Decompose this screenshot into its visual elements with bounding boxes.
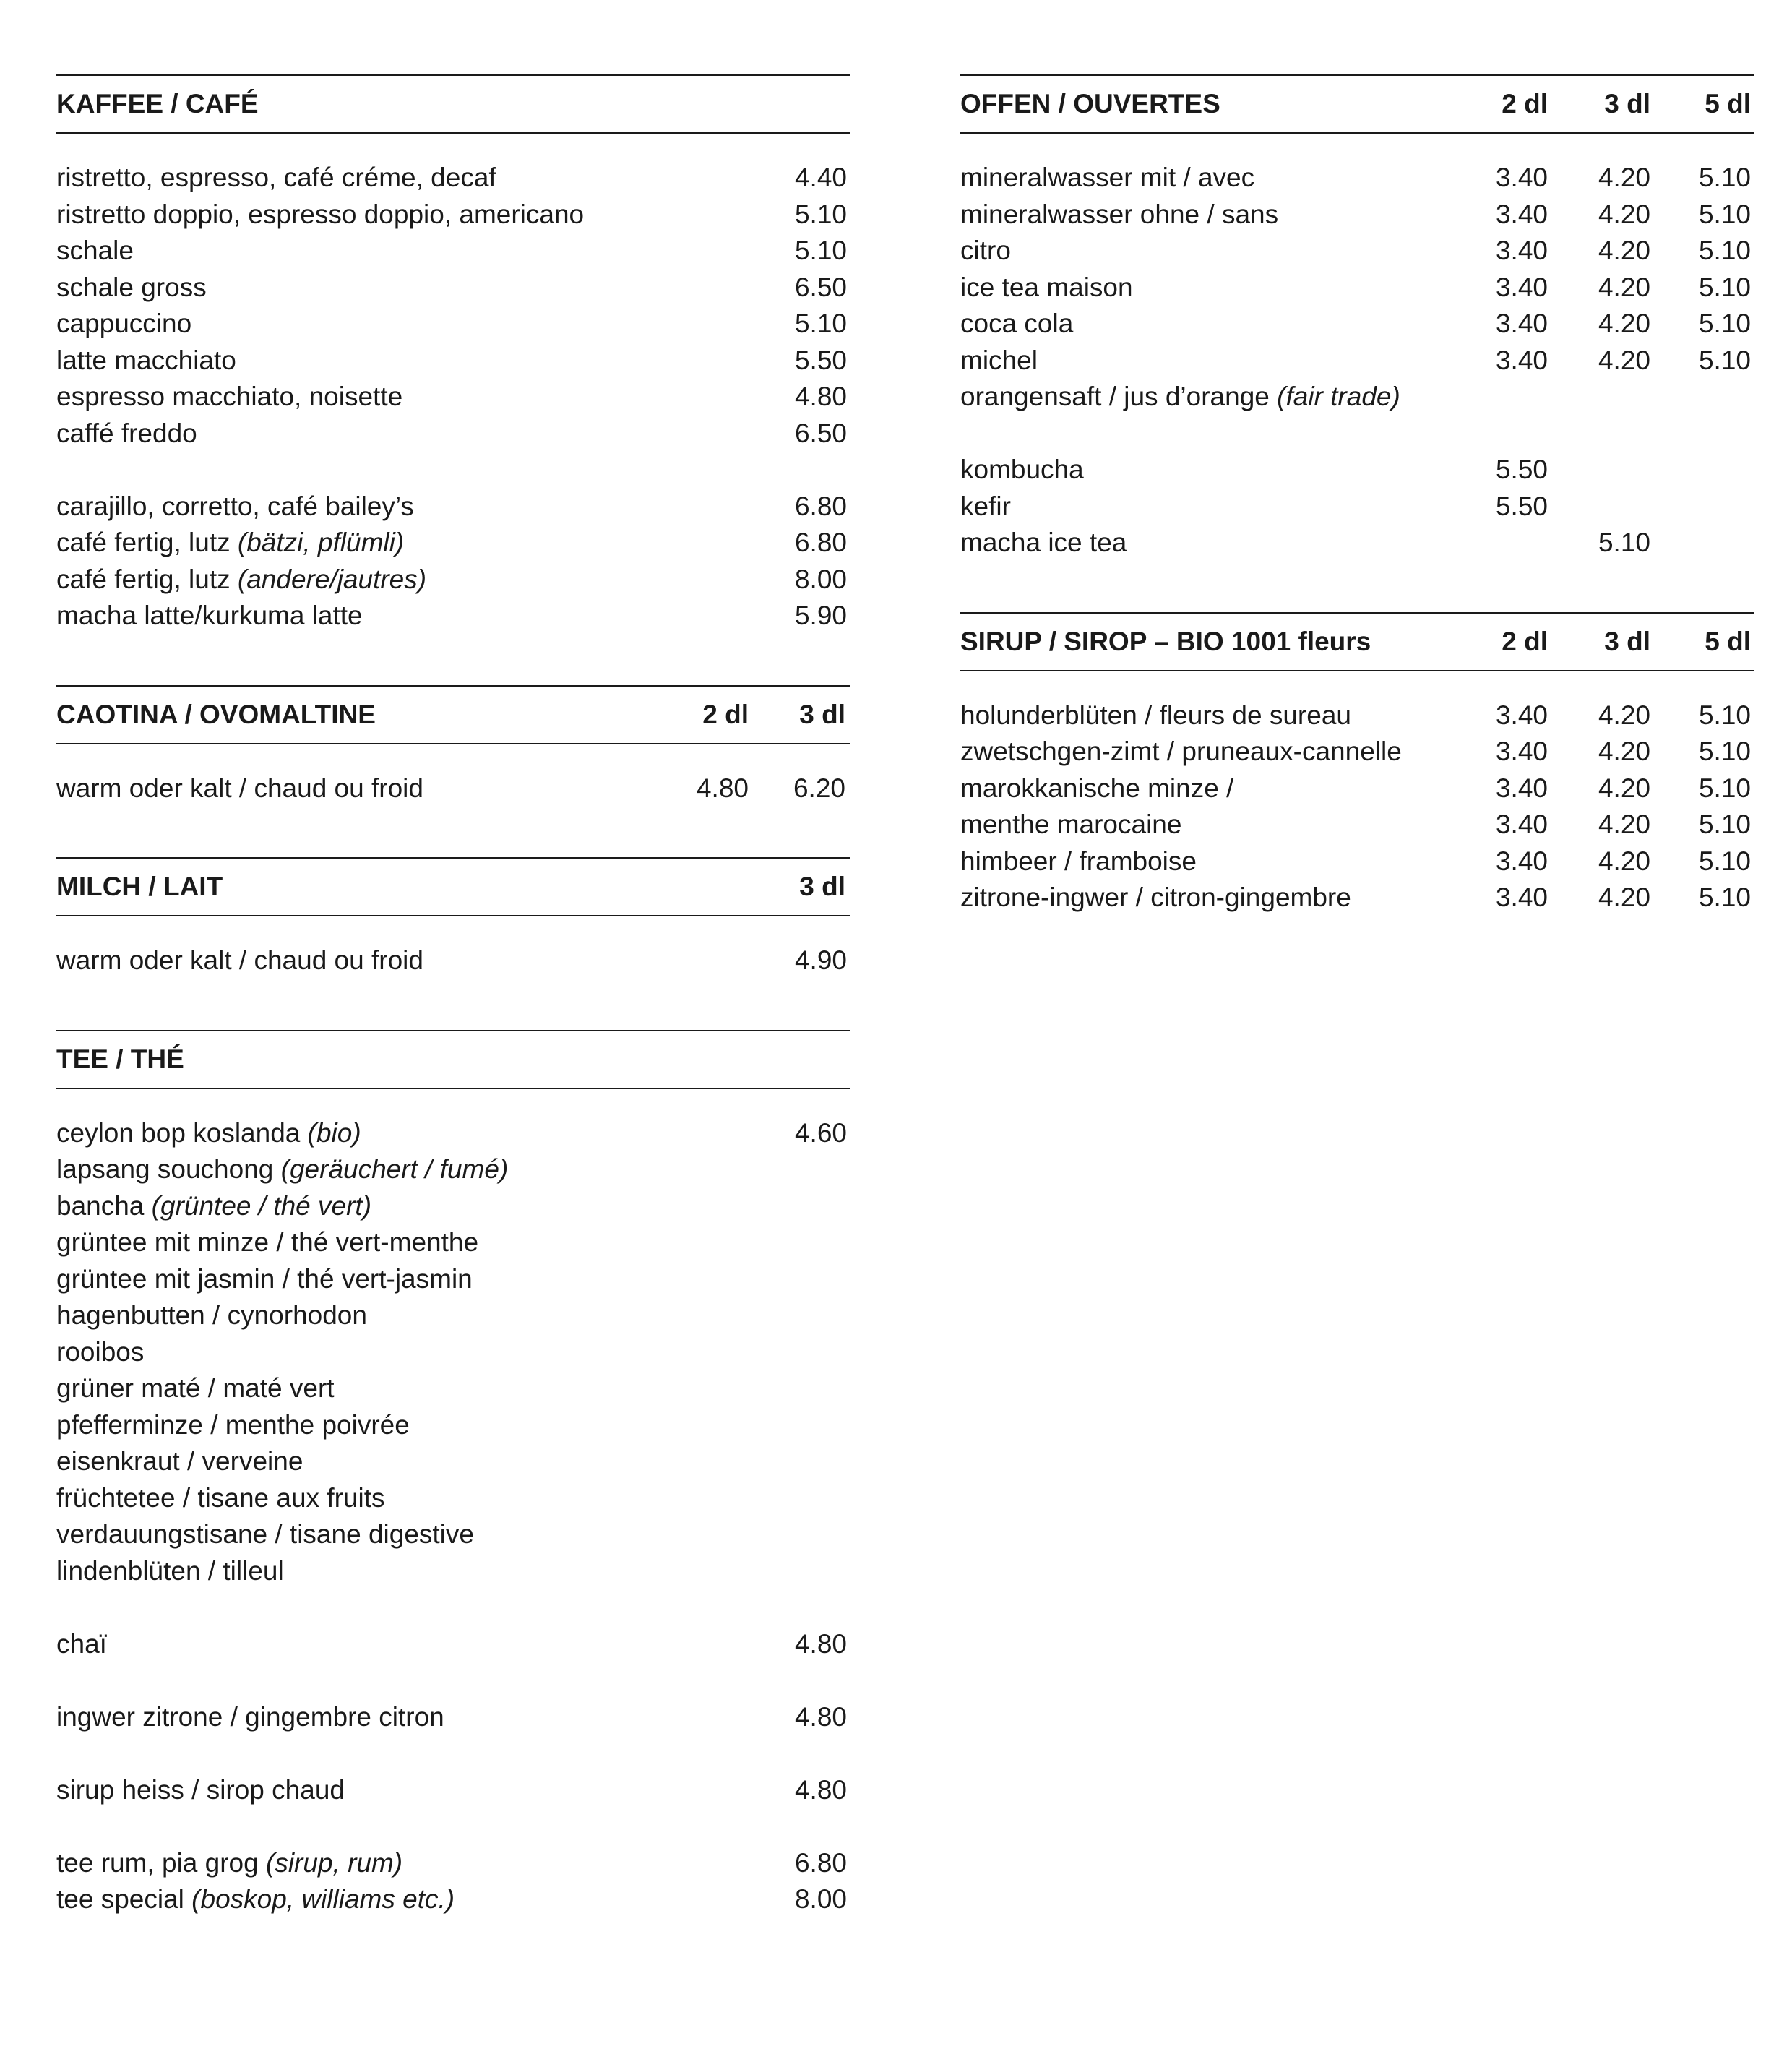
item-name: tee special (boskop, williams etc.) — [56, 1884, 455, 1914]
item-name: ristretto doppio, espresso doppio, americano — [56, 199, 585, 229]
item-price: 3.40 — [1495, 236, 1548, 265]
section-sirup — [960, 612, 1754, 916]
item-note: (bio) — [307, 1117, 361, 1148]
menu-item — [56, 1334, 850, 1371]
section-title-sirup: SIRUP / SIROP – BIO 1001 fleurs — [960, 626, 1371, 656]
menu-item — [56, 306, 850, 343]
item-price: 4.20 — [1598, 236, 1650, 265]
item-name: warm oder kalt / chaud ou froid — [56, 773, 423, 803]
item-note: (andere/jautres) — [237, 564, 427, 594]
item-name: bancha (grüntee / thé vert) — [56, 1190, 372, 1221]
item-price: 4.90 — [794, 945, 847, 975]
item-name: caffé freddo — [56, 418, 197, 448]
item-price: 5.10 — [1698, 882, 1751, 912]
item-price: 5.10 — [1698, 272, 1751, 302]
size-header: 3 dl — [1604, 626, 1650, 656]
item-price: 4.20 — [1598, 700, 1650, 730]
item-name: zwetschgen-zimt / pruneaux-cannelle — [960, 736, 1402, 766]
menu-item — [960, 843, 1754, 880]
item-price: 4.20 — [1598, 773, 1650, 803]
item-price: 4.20 — [1598, 272, 1650, 302]
menu-item — [56, 1881, 850, 1918]
item-price: 4.80 — [794, 382, 847, 411]
item-name: ingwer zitrone / gingembre citron — [56, 1701, 444, 1732]
item-name: schale gross — [56, 272, 207, 302]
item-name: zitrone-ingwer / citron-gingembre — [960, 882, 1351, 912]
item-price: 5.10 — [794, 199, 847, 229]
menu-item — [56, 1261, 850, 1298]
section-header-milch — [56, 857, 850, 916]
item-name: grüntee mit jasmin / thé vert-jasmin — [56, 1263, 473, 1294]
item-price: 5.10 — [1698, 199, 1751, 229]
item-note: (fair trade) — [1277, 382, 1400, 411]
section-title-kaffee: KAFFEE / CAFÉ — [56, 89, 259, 119]
menu-item — [56, 1370, 850, 1407]
size-header: 3 dl — [1604, 89, 1650, 119]
item-price: 6.20 — [793, 773, 845, 803]
size-header: 2 dl — [1502, 626, 1548, 656]
right-column — [960, 74, 1754, 967]
menu-item — [56, 160, 850, 197]
menu-item — [56, 598, 850, 635]
size-header: 2 dl — [1502, 89, 1548, 119]
item-price: 8.00 — [794, 1884, 847, 1914]
item-name: café fertig, lutz (andere/jautres) — [56, 564, 427, 594]
item-name: grüntee mit minze / thé vert-menthe — [56, 1227, 479, 1257]
item-price: 6.80 — [794, 491, 847, 521]
item-note: (bätzi, pflümli) — [237, 528, 405, 557]
menu-item — [960, 197, 1754, 233]
menu-item — [960, 489, 1754, 525]
item-price: 4.80 — [794, 1628, 847, 1659]
item-name: carajillo, corretto, café bailey’s — [56, 491, 414, 521]
item-name: sirup heiss / sirop chaud — [56, 1774, 345, 1805]
menu-item — [56, 1297, 850, 1334]
item-price: 3.40 — [1495, 736, 1548, 766]
item-price: 3.40 — [1495, 809, 1548, 839]
item-price: 3.40 — [1495, 846, 1548, 876]
item-price: 4.20 — [1598, 345, 1650, 375]
item-price: 5.10 — [1698, 236, 1751, 265]
item-name: grüner maté / maté vert — [56, 1373, 335, 1403]
section-title-milch: MILCH / LAIT — [56, 872, 223, 901]
item-name: schale — [56, 236, 134, 265]
size-header: 3 dl — [799, 872, 845, 901]
item-name: citro — [960, 236, 1011, 265]
item-price: 3.40 — [1495, 163, 1548, 192]
item-name: mineralwasser ohne / sans — [960, 199, 1279, 229]
size-header: 5 dl — [1705, 626, 1751, 656]
section-title-tee: TEE / THÉ — [56, 1044, 184, 1074]
item-price: 4.20 — [1598, 846, 1650, 876]
item-price: 6.80 — [794, 528, 847, 557]
item-note: (sirup, rum) — [266, 1847, 403, 1878]
item-note: (grüntee / thé vert) — [151, 1190, 372, 1221]
item-price: 6.80 — [794, 1847, 847, 1878]
left-column — [56, 74, 850, 1969]
menu-item — [56, 1845, 850, 1882]
item-name: ristretto, espresso, café créme, decaf — [56, 163, 496, 192]
item-name: marokkanische minze / — [960, 773, 1234, 803]
item-name: macha ice tea — [960, 528, 1127, 557]
item-price: 6.50 — [794, 418, 847, 448]
item-name: café fertig, lutz (bätzi, pflümli) — [56, 528, 405, 557]
menu-item — [960, 160, 1754, 197]
item-price: 4.80 — [696, 773, 749, 803]
menu-item — [56, 1224, 850, 1261]
item-price: 3.40 — [1495, 345, 1548, 375]
menu-item — [56, 1699, 850, 1736]
item-name: coca cola — [960, 309, 1074, 338]
item-name: ceylon bop koslanda (bio) — [56, 1117, 361, 1148]
size-header: 5 dl — [1705, 89, 1751, 119]
item-name: himbeer / framboise — [960, 846, 1197, 876]
item-name: kombucha — [960, 455, 1084, 484]
menu-item — [960, 233, 1754, 270]
menu-item — [56, 942, 850, 979]
section-header-tee — [56, 1030, 850, 1089]
menu-item — [960, 770, 1754, 807]
item-price: 4.20 — [1598, 882, 1650, 912]
item-name: orangensaft / jus d’orange (fair trade) — [960, 382, 1400, 411]
item-price: 4.60 — [794, 1117, 847, 1148]
item-price: 5.90 — [794, 601, 847, 630]
section-caotina — [56, 685, 850, 807]
menu-item — [960, 734, 1754, 770]
menu-item — [960, 880, 1754, 916]
menu-item — [56, 1115, 850, 1152]
item-price: 8.00 — [794, 564, 847, 594]
item-price: 4.80 — [794, 1701, 847, 1732]
item-price: 3.40 — [1495, 773, 1548, 803]
menu-item — [56, 379, 850, 416]
menu-item — [56, 1626, 850, 1663]
item-name: eisenkraut / verveine — [56, 1446, 303, 1476]
menu-item — [56, 1772, 850, 1809]
item-price: 5.10 — [1698, 700, 1751, 730]
item-price: 5.10 — [794, 236, 847, 265]
item-name: früchtetee / tisane aux fruits — [56, 1482, 385, 1513]
item-name: kefir — [960, 491, 1011, 521]
item-note: (boskop, williams etc.) — [191, 1884, 455, 1914]
item-price: 5.10 — [1698, 309, 1751, 338]
menu-item — [56, 1188, 850, 1225]
item-name: espresso macchiato, noisette — [56, 382, 403, 411]
item-price: 5.10 — [1698, 846, 1751, 876]
item-price: 3.40 — [1495, 309, 1548, 338]
menu-item — [56, 233, 850, 270]
item-price: 5.10 — [1698, 773, 1751, 803]
menu-item — [56, 1443, 850, 1480]
menu-item — [56, 1407, 850, 1444]
item-price: 5.10 — [1598, 528, 1650, 557]
section-tee — [56, 1030, 850, 1918]
menu-item — [56, 1553, 850, 1590]
menu-item — [56, 489, 850, 525]
item-price: 3.40 — [1495, 882, 1548, 912]
menu-item — [56, 416, 850, 452]
item-price: 6.50 — [794, 272, 847, 302]
item-price: 5.10 — [1698, 345, 1751, 375]
section-kaffee — [56, 74, 850, 635]
item-name: ice tea maison — [960, 272, 1133, 302]
section-milch — [56, 857, 850, 979]
section-header-kaffee — [56, 74, 850, 134]
menu-item — [960, 452, 1754, 489]
item-price: 5.10 — [1698, 736, 1751, 766]
item-price: 5.10 — [1698, 809, 1751, 839]
menu-item — [56, 562, 850, 598]
item-name: chaï — [56, 1628, 107, 1659]
menu-item — [56, 270, 850, 306]
item-name: mineralwasser mit / avec — [960, 163, 1255, 192]
item-name: rooibos — [56, 1336, 145, 1367]
item-name: holunderblüten / fleurs de sureau — [960, 700, 1351, 730]
item-price: 5.50 — [1495, 455, 1548, 484]
menu-item — [56, 343, 850, 379]
item-price: 4.40 — [794, 163, 847, 192]
item-name: menthe marocaine — [960, 809, 1182, 839]
item-name: latte macchiato — [56, 345, 236, 375]
size-header: 2 dl — [702, 699, 749, 729]
item-name: pfefferminze / menthe poivrée — [56, 1409, 410, 1440]
menu-item — [960, 807, 1754, 843]
item-price: 4.20 — [1598, 809, 1650, 839]
item-price: 3.40 — [1495, 272, 1548, 302]
menu-item — [56, 197, 850, 233]
item-price: 5.10 — [1698, 163, 1751, 192]
size-header: 3 dl — [799, 699, 845, 729]
item-price: 4.20 — [1598, 163, 1650, 192]
item-name: macha latte/kurkuma latte — [56, 601, 363, 630]
menu-item — [56, 525, 850, 562]
menu-item — [56, 1516, 850, 1553]
item-name: hagenbutten / cynorhodon — [56, 1300, 367, 1330]
section-title-caotina: CAOTINA / OVOMALTINE — [56, 699, 376, 729]
item-name: tee rum, pia grog (sirup, rum) — [56, 1847, 403, 1878]
section-header-sirup — [960, 612, 1754, 671]
section-title-offen: OFFEN / OUVERTES — [960, 89, 1220, 119]
item-name: cappuccino — [56, 309, 192, 338]
item-price: 4.20 — [1598, 736, 1650, 766]
menu-item — [960, 525, 1754, 562]
menu-item — [960, 697, 1754, 734]
menu-item — [960, 270, 1754, 306]
menu-item — [960, 379, 1754, 416]
section-header-offen — [960, 74, 1754, 134]
item-name: verdauungstisane / tisane digestive — [56, 1519, 474, 1549]
item-name: warm oder kalt / chaud ou froid — [56, 945, 423, 975]
item-price: 4.80 — [794, 1774, 847, 1805]
item-price: 5.50 — [1495, 491, 1548, 521]
menu-item — [56, 1151, 850, 1188]
item-price: 5.10 — [794, 309, 847, 338]
menu-item — [960, 343, 1754, 379]
item-price: 5.50 — [794, 345, 847, 375]
item-price: 3.40 — [1495, 700, 1548, 730]
menu-item — [56, 1480, 850, 1517]
item-name: lapsang souchong (geräuchert / fumé) — [56, 1154, 509, 1184]
section-offen — [960, 74, 1754, 562]
menu-item — [960, 306, 1754, 343]
item-price: 4.20 — [1598, 199, 1650, 229]
section-header-caotina — [56, 685, 850, 744]
item-name: lindenblüten / tilleul — [56, 1555, 284, 1586]
item-price: 4.20 — [1598, 309, 1650, 338]
menu-item — [56, 770, 850, 807]
item-note: (geräuchert / fumé) — [280, 1154, 509, 1184]
item-name: michel — [960, 345, 1038, 375]
item-price: 3.40 — [1495, 199, 1548, 229]
